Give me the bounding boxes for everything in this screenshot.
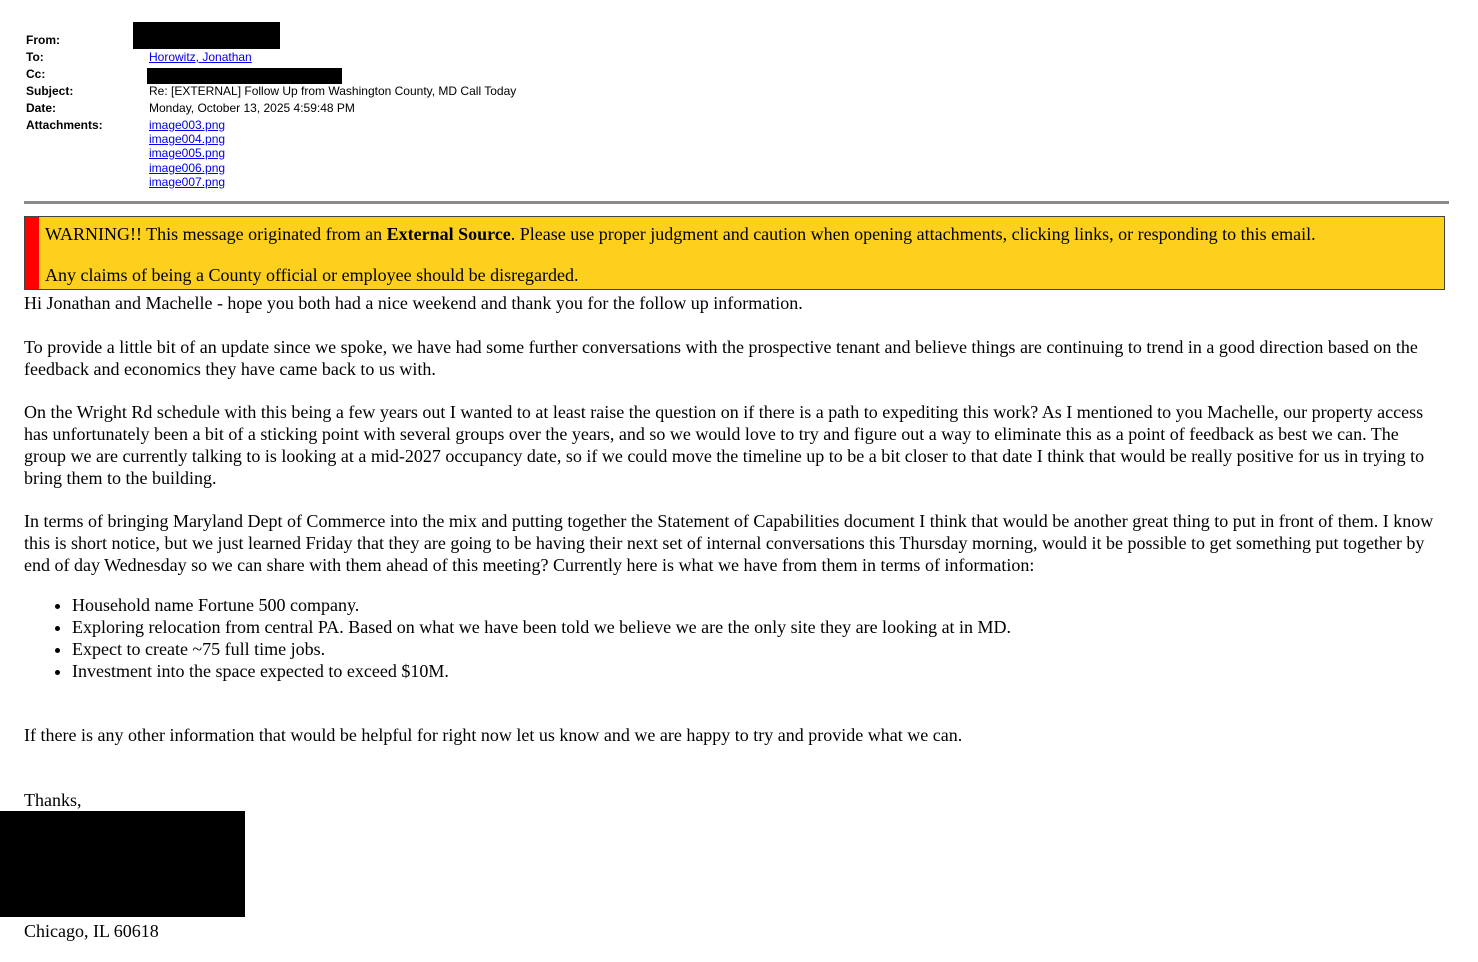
warning-prefix: WARNING!! This message originated from an — [45, 224, 387, 244]
closing-thanks: Thanks, — [24, 790, 82, 810]
list-item: • Expect to create ~75 full time jobs. — [72, 638, 1472, 660]
from-label: From: — [26, 33, 60, 47]
attachment-link[interactable]: image005.png — [149, 146, 226, 160]
warning-accent-bar — [25, 217, 39, 289]
warning-line-2: Any claims of being a County official or employee should be disregarded. — [45, 265, 579, 285]
external-warning-banner — [24, 216, 1445, 290]
greeting: Hi Jonathan and Machelle - hope you both had a nice weekend and thank you for the follow up information. — [24, 293, 803, 313]
date-label: Date: — [26, 101, 57, 115]
warning-bold: External Source — [386, 224, 511, 244]
list-item: • Investment into the space expected to exceed $10M. — [72, 660, 1472, 682]
list-item: • Exploring relocation from central PA. Based on what we have been told we believe we are the only site they are looking at in MD. — [72, 616, 1472, 638]
list-item: • Household name Fortune 500 company. — [72, 594, 1472, 616]
to-label: To: — [26, 50, 44, 64]
paragraph-commerce: In terms of bringing Maryland Dept of Commerce into the mix and putting together the Statement of Capabilities document I think that would be another great thing to put in front of them. I know this is short notice, but we just learned Friday that they are going to be having their next set of internal conversations this Thursday morning, would it be possible to get something put together by end of day Wednesday so we can share with them ahead of this meeting? Currently here is what we have from them in terms of information: — [24, 511, 1434, 575]
attachment-link[interactable]: image004.png — [149, 132, 226, 146]
paragraph-wright-rd: On the Wright Rd schedule with this being a few years out I wanted to at least raise the question on if there is a path to expediting this work? As I mentioned to you Machelle, our property access has unfortunately been a bit of a sticking point with several groups over the years, and so we would love to try and figure out a way to eliminate this as a point of feedback as best we can. The group we are currently talking to is looking at a mid-2027 occupancy date, so if we could move the timeline up to be a bit closer to that date I think that would be really positive for us in trying to bring them to the building. — [24, 402, 1425, 488]
subject-value: Re: [EXTERNAL] Follow Up from Washington County, MD Call Today — [149, 84, 517, 98]
attachment-link[interactable]: image007.png — [149, 175, 226, 189]
signature-city: Chicago, IL 60618 — [24, 921, 159, 941]
warning-suffix: . Please use proper judgment and caution when opening attachments, clicking links, or responding to this email. — [510, 224, 1316, 244]
cc-label: Cc: — [26, 67, 46, 81]
attachment-link[interactable]: image006.png — [149, 161, 226, 175]
redacted-sender — [133, 22, 280, 49]
attachment-link[interactable]: image003.png — [149, 118, 226, 132]
paragraph-update: To provide a little bit of an update since we spoke, we have had some further conversations with the prospective tenant and believe things are continuing to trend in a good direction based on the feedback and economics they have came back to us with. — [24, 337, 1418, 379]
attachments-label: Attachments: — [26, 118, 103, 132]
redacted-cc — [147, 68, 342, 84]
date-value: Monday, October 13, 2025 4:59:48 PM — [149, 101, 355, 115]
subject-label: Subject: — [26, 84, 74, 98]
redacted-signature — [0, 811, 245, 917]
tenant-info-list — [24, 594, 1472, 682]
to-recipient-link[interactable]: Horowitz, Jonathan — [149, 50, 252, 64]
warning-line-1 — [45, 224, 1316, 245]
paragraph-closing-offer: If there is any other information that would be helpful for right now let us know and we are happy to try and provide what we can. — [24, 725, 963, 745]
header-divider — [24, 201, 1449, 204]
